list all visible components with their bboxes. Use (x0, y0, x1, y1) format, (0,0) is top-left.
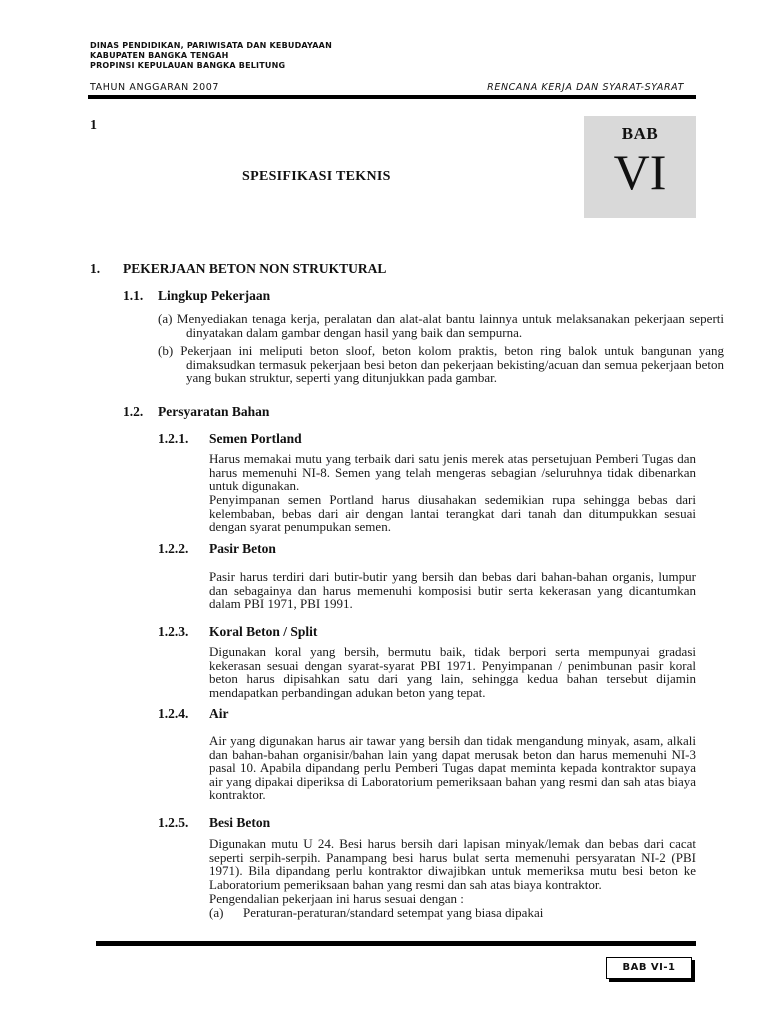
cement-paragraph-1: Harus memakai mutu yang terbaik dari satu jenis merek atas persetujuan Pemberi Tugas dan harus memenuhi NI-8. Semen yang telah mengeras sebagian /seluruhnya tidak dibenarkan untuk digunakan. (209, 451, 696, 493)
chapter-number: VI (613, 144, 667, 200)
section-1-2-4-number: 1.2.4. (158, 706, 189, 721)
section-1-2-number: 1.2. (123, 404, 144, 419)
section-1-2-1-title: Semen Portland (209, 431, 302, 446)
header-rule (88, 95, 696, 99)
page-number-badge: BAB VI-1 (606, 957, 692, 979)
chapter-word: BAB (621, 124, 659, 143)
water-paragraph: Air yang digunakan harus air tawar yang bersih dan tidak mengandung minyak, asam, alkali dan bahan-bahan organisir/bahan lain yang dapat merusak beton dan harus memenuhi NI-3 pasal 10. Apabila dipandang perlu Pemberi Tugas dapat meminta kepada kontraktor supaya air yang dipakai diperiksa di Laboratorium pemeriksaan bahan yang resmi dan sah atas biaya kontraktor. (209, 733, 696, 802)
header-budget-year: TAHUN ANGGARAN 2007 (90, 82, 220, 93)
section-1-2-3-title: Koral Beton / Split (209, 624, 318, 639)
section-1-2-5-number: 1.2.5. (158, 815, 189, 830)
section-1-2-1-number: 1.2.1. (158, 431, 189, 446)
page-mark: 1 (90, 118, 97, 133)
scope-item-a: (a) Menyediakan tenaga kerja, peralatan dan alat-alat bantu lainnya untuk melaksanakan pekerjaan seperti dinyatakan dalam gambar dengan hasil yang baik dan sempurna. (158, 311, 724, 340)
section-1-2-title: Persyaratan Bahan (158, 404, 270, 419)
section-1-2-2-number: 1.2.2. (158, 541, 189, 556)
scope-item-b: (b) Pekerjaan ini meliputi beton sloof, beton kolom praktis, beton ring balok untuk bangunan yang dimaksudkan termasuk pekerjaan besi beton dan pekerjaan bekisting/acuan dan semua pekerjaan beton yang bukan struktur, seperti yang ditunjukkan pada gambar. (158, 343, 724, 385)
rebar-paragraph-1: Digunakan mutu U 24. Besi harus bersih dari lapisan minyak/lemak dan bebas dari cacat seperti serpih-serpih. Panampang besi harus bulat serta memenuhi persyaratan NI-2 (PBI 1971). Bila dipandang perlu kontraktor diwajibkan untuk memeriksa mutu besi beton ke Laboratorium pemeriksaan bahan yang resmi dan sah atas biaya kontraktor. (209, 836, 696, 892)
section-1-2-5-title: Besi Beton (209, 815, 271, 830)
chapter-box (584, 116, 696, 218)
section-1-number: 1. (90, 261, 101, 276)
chapter-title: SPESIFIKASI TEKNIS (242, 169, 391, 184)
rebar-item-a-text: Peraturan-peraturan/standard setempat yang biasa dipakai (243, 905, 544, 920)
gravel-paragraph: Digunakan koral yang bersih, bermutu baik, tidak berpori serta mempunyai gradasi kekerasan sesuai dengan syarat-syarat PBI 1971. Penyimpanan / penimbunan pasir koral beton harus dipisahkan satu dari yang lain, sehingga kedua bahan tersebut dijamin mendapatkan perbandingan adukan beton yang tepat. (209, 644, 696, 700)
footer-rule (96, 941, 696, 946)
header-org-line-3: PROPINSI KEPULAUAN BANGKA BELITUNG (90, 61, 286, 70)
section-1-1-title: Lingkup Pekerjaan (158, 288, 271, 303)
cement-paragraph-2: Penyimpanan semen Portland harus diusahakan sedemikian rupa sehingga bebas dari kelembaban, bebas dari air dengan lantai terangkat dari tanah dan ditumpukkan sesuai dengan syarat penumpukan semen. (209, 492, 696, 534)
section-1-1-number: 1.1. (123, 288, 144, 303)
sand-paragraph: Pasir harus terdiri dari butir-butir yang bersih dan bebas dari bahan-bahan organis, lumpur dan sebagainya dan harus memenuhi komposisi butir serta kekerasan yang dicantumkan dalam PBI 1971, PBI 1991. (209, 569, 696, 611)
header-doc-title: RENCANA KERJA DAN SYARAT-SYARAT (487, 82, 684, 93)
rebar-paragraph-2: Pengendalian pekerjaan ini harus sesuai dengan : (209, 891, 464, 906)
section-1-title: PEKERJAAN BETON NON STRUKTURAL (123, 261, 387, 276)
header-org-line-1: DINAS PENDIDIKAN, PARIWISATA DAN KEBUDAYAAN (90, 41, 332, 50)
header-org-line-2: KABUPATEN BANGKA TENGAH (90, 51, 229, 60)
section-1-2-2-title: Pasir Beton (209, 541, 276, 556)
section-1-2-4-title: Air (209, 706, 229, 721)
rebar-item-a-label: (a) (209, 905, 224, 920)
section-1-2-3-number: 1.2.3. (158, 624, 189, 639)
